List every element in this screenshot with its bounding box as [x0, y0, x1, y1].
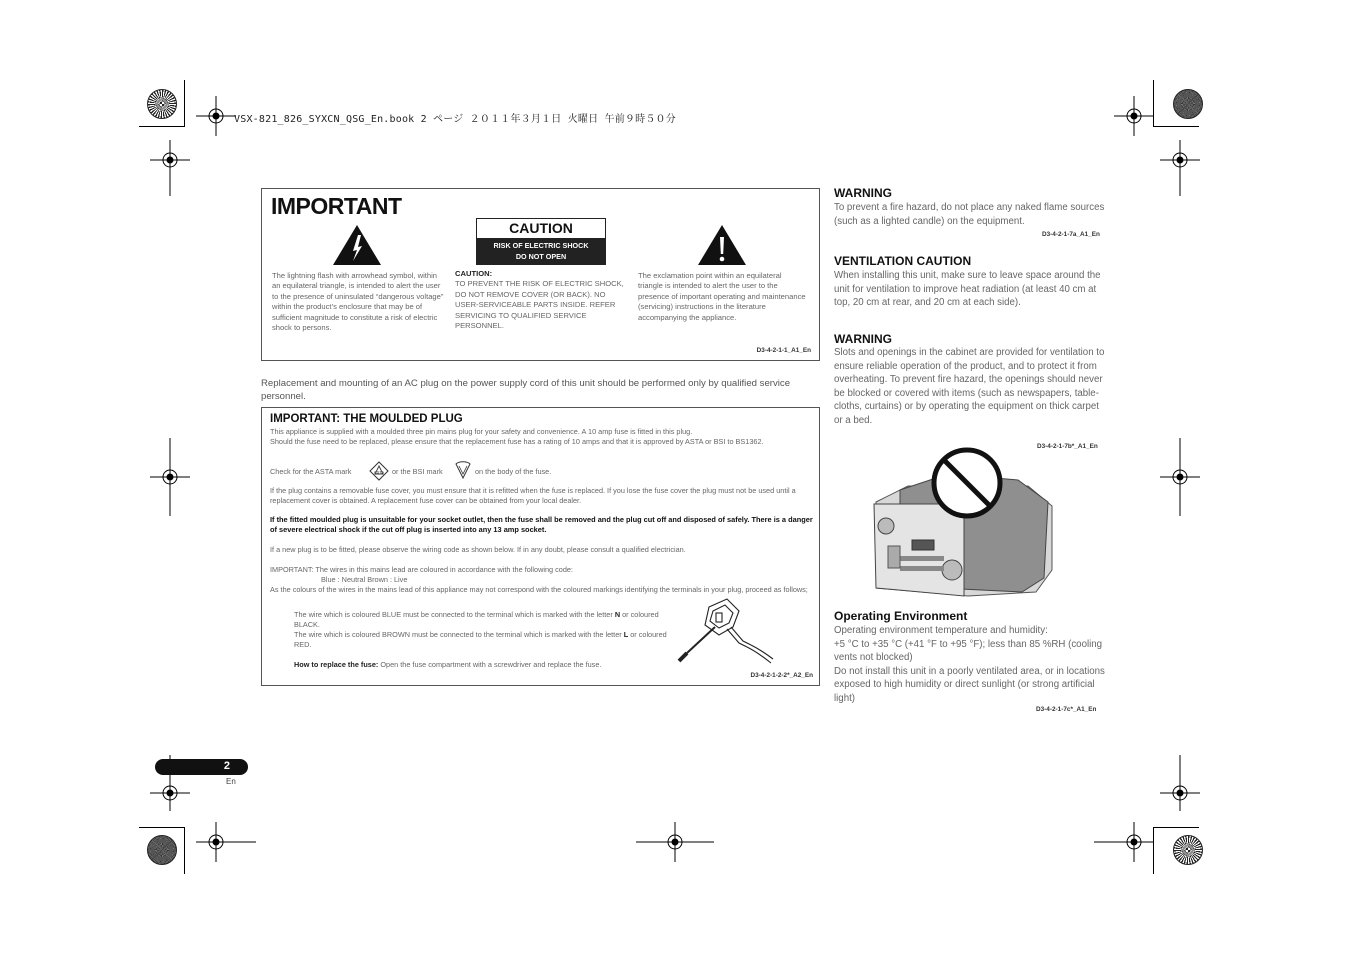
caution-do-not-open: DO NOT OPEN	[515, 252, 567, 261]
page-language: En	[226, 777, 236, 786]
neutral-letter: N	[614, 610, 621, 619]
crosshair-mark	[1160, 755, 1200, 811]
exclamation-description: The exclamation point within an equilateral triangle is intended to alert the user to the presence of important operating and maintenance (servicing) instructions in the literature accompanying the appliance.	[638, 271, 806, 322]
fuse-replace-instruction	[294, 660, 694, 670]
brown-wire-instruction	[294, 630, 674, 650]
lightning-warning-icon	[331, 223, 383, 267]
crosshair-mark	[1160, 140, 1200, 196]
caution-label: CAUTION:	[455, 269, 493, 278]
live-letter: L	[623, 630, 629, 639]
plug-paragraph-1	[270, 427, 816, 447]
ventilation-caution-text: When installing this unit, make sure to leave space around the unit for ventilation to improve heat radiation (at least 40 cm at top, 20 cm at rear, and 20 cm at each side).	[834, 270, 1101, 308]
fuse-replace-text: Open the fuse compartment with a screwdriver and replace the fuse.	[380, 660, 602, 669]
environment-range: +5 °C to +35 °C (+41 °F to +95 °F); less than 85 %RH (cooling vents not blocked)	[834, 638, 1103, 663]
wire-code-intro: IMPORTANT: The wires in this mains lead are coloured in accordance with the following code:	[270, 565, 573, 574]
registration-starburst	[1173, 89, 1203, 119]
crosshair-mark	[196, 822, 256, 862]
check-text-b: or the BSI mark	[392, 467, 443, 476]
crosshair-mark	[150, 140, 190, 196]
important-box	[261, 188, 820, 361]
check-text-a: Check for the ASTA mark	[270, 467, 352, 476]
exclamation-warning-icon	[696, 223, 748, 267]
caution-label-box	[476, 218, 606, 265]
blue-wire-instruction	[294, 610, 664, 630]
print-header-line: VSX-821_826_SYXCN_QSG_En.book 2 ページ ２０１１年３月１日 火曜日 午前９時５０分	[234, 114, 676, 125]
crosshair-mark	[636, 822, 714, 862]
registration-starburst	[147, 835, 177, 865]
environment-advice: Do not install this unit in a poorly ventilated area, or in locations exposed to high humidity or direct sunlight (or strong artificial light)	[834, 665, 1105, 704]
environment-intro: Operating environment temperature and humidity:	[834, 625, 1048, 636]
warning-heading: WARNING	[834, 186, 892, 200]
caution-risk-band	[477, 238, 605, 264]
fire-hazard-warning: To prevent a fire hazard, do not place any naked flame sources (such as a lighted candle) on the equipment.	[834, 202, 1105, 227]
lightning-description: The lightning flash with arrowhead symbol, within an equilateral triangle, is intended to alert the user to the presence of uninsulated “dangerous voltage” within the product’s enclosure that may be of sufficient magnitude to constitute a risk of electric shock to persons.	[272, 271, 444, 333]
asta-mark-icon	[369, 461, 389, 481]
crosshair-mark	[1094, 822, 1154, 862]
important-title: IMPORTANT	[271, 193, 402, 219]
brown-wire-text-end: or coloured RED.	[294, 630, 667, 649]
plug-danger-warning: If the fitted moulded plug is unsuitable for your socket outlet, then the fuse shall be removed and the plug cut off and disposed of safely. There is a danger of severe electrical shock if the cut off plug is inserted into any 13 amp socket.	[270, 515, 813, 534]
brown-wire-text: The wire which is coloured BROWN must be connected to the terminal which is marked with the letter	[294, 630, 622, 639]
fuse-replace-label: How to replace the fuse:	[294, 660, 379, 669]
crosshair-mark	[1114, 96, 1154, 136]
check-text-c: on the body of the fuse.	[475, 467, 552, 476]
bsi-kitemark-icon	[454, 460, 472, 480]
document-code: D3-4-2-1-2-2*_A2_En	[750, 672, 813, 679]
ventilation-caution-heading: VENTILATION CAUTION	[834, 254, 972, 268]
blue-wire-text: The wire which is coloured BLUE must be connected to the terminal which is marked with the letter	[294, 610, 613, 619]
plug-paragraph-1b: Should the fuse need to be replaced, please ensure that the replacement fuse has a rating of 10 amps and that it is approved by ASTA or BSI to BS1362.	[270, 436, 764, 446]
plug-paragraph-1a: This appliance is supplied with a moulded three pin mains plug for your safety and convenience. A 10 amp fuse is fitted in this plug.	[270, 427, 693, 436]
document-code: D3-4-2-1-7c*_A1_En	[1036, 706, 1097, 713]
check-mark-line	[270, 464, 670, 482]
caution-heading: CAUTION	[509, 220, 573, 236]
document-code: D3-4-2-1-7a_A1_En	[1042, 231, 1100, 238]
crosshair-mark	[196, 96, 236, 136]
moulded-plug-title: IMPORTANT: THE MOULDED PLUG	[270, 413, 463, 425]
wire-colour-note: As the colours of the wires in the mains lead of this appliance may not correspond with the coloured markings identifying the terminals in your plug, proceed as follows;	[270, 584, 808, 594]
page-number: 2	[223, 760, 230, 772]
registration-starburst	[1173, 835, 1203, 865]
plug-paragraph-3: If a new plug is to be fitted, please observe the wiring code as shown below. If in any doubt, please consult a qualified electrician.	[270, 545, 686, 554]
page-number-tab	[155, 759, 248, 775]
operating-environment-heading: Operating Environment	[834, 609, 968, 623]
document-code: D3-4-2-1-1_A1_En	[756, 347, 811, 354]
caution-risk-line: RISK OF ELECTRIC SHOCK	[493, 241, 589, 250]
plug-paragraph-2: If the plug contains a removable fuse cover, you must ensure that it is refitted when the fuse is replaced. If you lose the fuse cover the plug must not be used until a replacement cover is obtained. A replacement fuse cover can be obtained from your local dealer.	[270, 486, 796, 505]
registration-starburst	[147, 89, 177, 119]
document-code: D3-4-2-1-7b*_A1_En	[1037, 443, 1098, 450]
crosshair-mark	[150, 438, 190, 516]
blue-wire-text-end: or coloured BLACK.	[294, 610, 659, 629]
plug-paragraph-4	[270, 565, 816, 595]
crosshair-mark	[1160, 438, 1200, 516]
operating-environment-text	[834, 624, 1106, 705]
covered-receiver-prohibition-illustration	[868, 446, 1060, 604]
caution-text-block	[455, 269, 625, 331]
warning-heading: WARNING	[834, 332, 892, 346]
caution-description: TO PREVENT THE RISK OF ELECTRIC SHOCK, DO NOT REMOVE COVER (OR BACK). NO USER-SERVICEABLE PARTS INSIDE. REFER SERVICING TO QUALIFIED SERVICE PERSONNEL.	[455, 279, 624, 331]
plug-screwdriver-illustration	[675, 597, 775, 669]
ventilation-openings-warning: Slots and openings in the cabinet are provided for ventilation to ensure reliable operation of the product, and to protect it from overheating. To prevent fire hazard, the openings should never be blocked or covered with items (such as newspapers, table-cloths, curtains) or by operating the equipment on thick carpet or a bed.	[834, 347, 1105, 426]
wire-code-values: Blue : Neutral Brown : Live	[321, 574, 408, 584]
svg-text:ASTA: ASTA	[373, 469, 385, 475]
moulded-plug-box	[261, 407, 820, 686]
replacement-notice: Replacement and mounting of an AC plug on the power supply cord of this unit should be performed only by qualified service personnel.	[261, 378, 791, 402]
